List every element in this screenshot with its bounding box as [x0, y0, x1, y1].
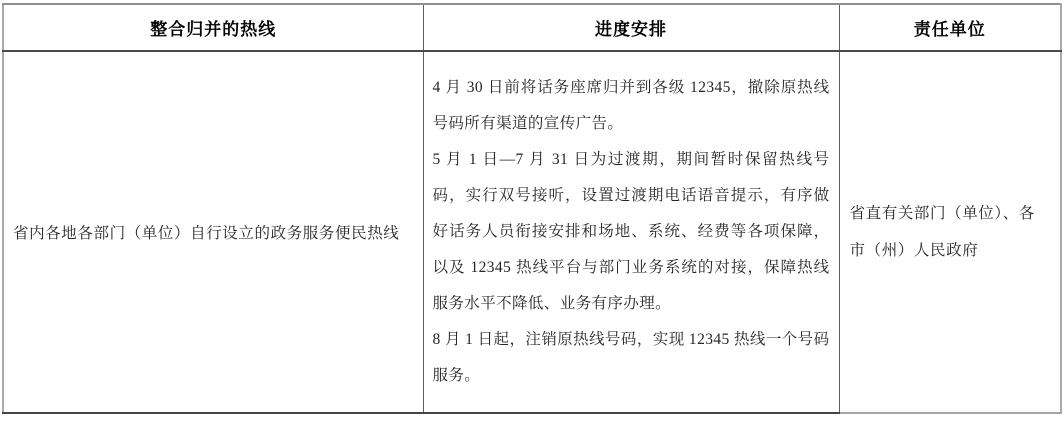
schedule-paragraph: 5 月 1 日—7 月 31 日为过渡期，期间暂时保留热线号码，实行双号接听，设置过渡期电话语音提示，有序做好话务人员衔接安排和场地、系统、经费等各项保障，以及 12345 热线平台与部门业务系统的对接，保障热线服务水平不降低、业务有序办理。 [432, 151, 830, 312]
schedule-paragraph: 4 月 30 日前将话务座席归并到各级 12345，撤除原热线号码所有渠道的宣传广告。 [432, 79, 830, 132]
header-hotlines: 整合归并的热线 [3, 4, 423, 51]
header-schedule: 进度安排 [423, 4, 839, 51]
table-header-row [3, 4, 1061, 51]
hotline-integration-table [2, 3, 1062, 414]
schedule-paragraph: 8 月 1 日起，注销原热线号码，实现 12345 热线一个号码服务。 [432, 331, 830, 384]
header-responsible-unit: 责任单位 [839, 4, 1061, 51]
table-row [3, 51, 1061, 413]
cell-hotlines: 省内各地各部门（单位）自行设立的政务服务便民热线 [3, 51, 423, 413]
cell-schedule [423, 51, 839, 413]
cell-responsible-unit: 省直有关部门（单位）、各市（州）人民政府 [839, 51, 1061, 413]
